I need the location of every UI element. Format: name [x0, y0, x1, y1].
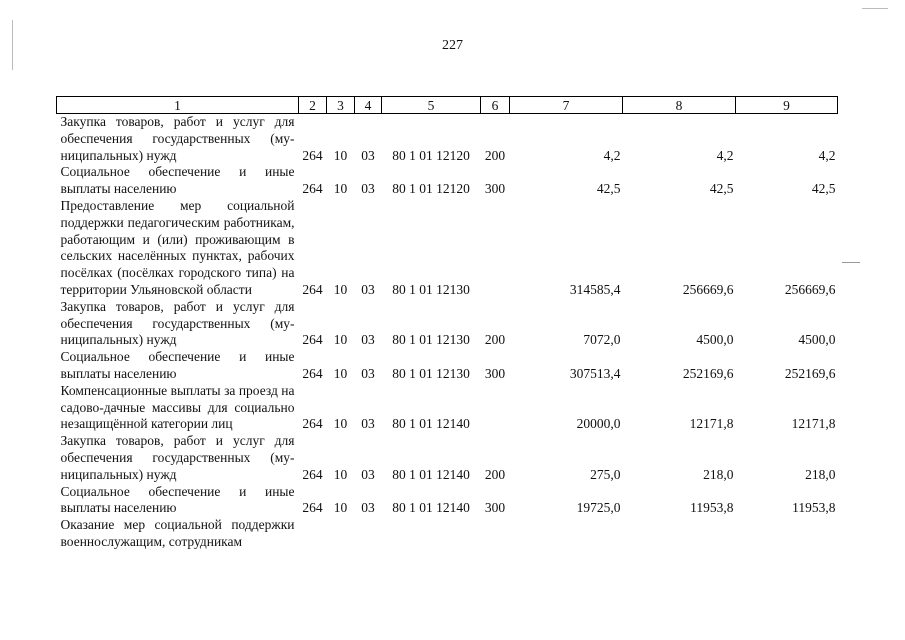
amount-year-2 — [623, 517, 736, 551]
subsection-code: 03 — [361, 281, 375, 297]
section-code: 10 — [333, 181, 348, 197]
subsection-code: 03 — [361, 181, 375, 197]
target-article: 80 1 01 12120 — [392, 181, 470, 197]
expense-type: 200 — [484, 332, 506, 348]
amount-year-3: 4500,0 — [798, 332, 836, 348]
expense-type: 200 — [484, 466, 506, 482]
column-header: 9 — [736, 97, 838, 114]
table-row — [57, 349, 838, 383]
expense-type: 300 — [484, 365, 506, 381]
amount-year-2: 42,5 — [709, 181, 734, 197]
expense-type: 300 — [484, 181, 506, 197]
target-article — [382, 517, 481, 551]
section-code: 10 — [333, 365, 348, 381]
column-header: 3 — [327, 97, 355, 114]
table-row — [57, 114, 838, 165]
table-row — [57, 383, 838, 433]
row-description: Социальное обеспечение и иные выплаты населению — [60, 164, 295, 197]
target-article: 80 1 01 12130 — [392, 332, 470, 348]
column-header: 4 — [355, 97, 382, 114]
admin-code: 264 — [302, 466, 323, 482]
row-description: Закупка товаров, работ и услуг для обеспечения государственных (муниципальных) нужд — [60, 433, 295, 482]
amount-year-2: 256669,6 — [682, 281, 734, 297]
target-article: 80 1 01 12120 — [392, 147, 470, 163]
amount-year-3: 12171,8 — [791, 416, 836, 432]
table-body — [57, 114, 838, 551]
table-row — [57, 198, 838, 299]
target-article: 80 1 01 12140 — [392, 416, 470, 432]
table-row — [57, 484, 838, 518]
expense-type — [481, 517, 510, 551]
amount-year-1: 20000,0 — [576, 416, 621, 432]
amount-year-3: 218,0 — [805, 466, 836, 482]
amount-year-1: 307513,4 — [569, 365, 621, 381]
column-header: 5 — [382, 97, 481, 114]
row-description: Закупка товаров, работ и услуг для обеспечения государственных (муниципальных) нужд — [60, 114, 295, 163]
amount-year-1: 275,0 — [590, 466, 621, 482]
row-description: Компенсационные выплаты за проезд на садово-дачные массивы для социально незащищённой категории лиц — [60, 382, 295, 432]
expense-type — [481, 383, 510, 433]
page-number: 227 — [442, 38, 463, 53]
admin-code: 264 — [302, 181, 323, 197]
target-article: 80 1 01 12140 — [392, 466, 470, 482]
scan-artifact — [862, 8, 888, 9]
amount-year-3: 252169,6 — [784, 365, 836, 381]
amount-year-1: 42,5 — [596, 181, 621, 197]
amount-year-3: 4,2 — [818, 147, 836, 163]
column-header: 1 — [57, 97, 299, 114]
admin-code: 264 — [302, 416, 323, 432]
amount-year-2: 4500,0 — [696, 332, 734, 348]
column-header: 8 — [623, 97, 736, 114]
expense-type: 300 — [484, 500, 506, 516]
admin-code: 264 — [302, 281, 323, 297]
amount-year-1: 7072,0 — [583, 332, 621, 348]
subsection-code — [355, 517, 382, 551]
amount-year-1: 314585,4 — [569, 281, 621, 297]
table-row — [57, 433, 838, 483]
admin-code: 264 — [302, 147, 323, 163]
amount-year-1: 19725,0 — [576, 500, 621, 516]
subsection-code: 03 — [361, 466, 375, 482]
admin-code: 264 — [302, 500, 323, 516]
subsection-code: 03 — [361, 147, 375, 163]
column-header: 2 — [299, 97, 327, 114]
row-description: Социальное обеспечение и иные выплаты населению — [60, 349, 295, 381]
amount-year-2: 218,0 — [703, 466, 734, 482]
column-header: 7 — [510, 97, 623, 114]
amount-year-3: 11953,8 — [792, 500, 836, 516]
amount-year-2: 252169,6 — [682, 365, 734, 381]
section-code — [327, 517, 355, 551]
target-article: 80 1 01 12140 — [392, 500, 470, 516]
table-header-row — [57, 97, 838, 114]
scan-artifact — [842, 262, 860, 263]
subsection-code: 03 — [361, 332, 375, 348]
row-description: Оказание мер социальной поддержки военнослужащим, сотрудникам — [60, 517, 295, 549]
amount-year-2: 4,2 — [716, 147, 734, 163]
section-code: 10 — [333, 500, 348, 516]
row-description: Закупка товаров, работ и услуг для обеспечения государственных (муниципальных) нужд — [60, 298, 295, 348]
subsection-code: 03 — [361, 500, 375, 516]
section-code: 10 — [333, 332, 348, 348]
amount-year-1: 4,2 — [603, 147, 621, 163]
section-code: 10 — [333, 147, 348, 163]
target-article: 80 1 01 12130 — [392, 365, 470, 381]
section-code: 10 — [333, 416, 348, 432]
amount-year-3: 42,5 — [811, 181, 836, 197]
row-description: Предоставление мер социальной поддержки педагогическим работникам, работающим и (или) проживающим в сельских населённых пунктах, рабочих посёлках (посёлках городского типа) на территории Ульяновской области — [60, 197, 295, 297]
table-row — [57, 517, 838, 551]
section-code: 10 — [333, 466, 348, 482]
amount-year-3 — [736, 517, 838, 551]
admin-code: 264 — [302, 332, 323, 348]
amount-year-2: 11953,8 — [690, 500, 734, 516]
target-article: 80 1 01 12130 — [392, 281, 470, 297]
amount-year-3: 256669,6 — [784, 281, 836, 297]
table-row — [57, 164, 838, 198]
table-row — [57, 299, 838, 349]
scan-artifact — [12, 20, 13, 70]
subsection-code: 03 — [361, 416, 375, 432]
expense-type: 200 — [484, 147, 506, 163]
column-header: 6 — [481, 97, 510, 114]
section-code: 10 — [333, 281, 348, 297]
admin-code — [299, 517, 327, 551]
budget-table — [56, 96, 838, 551]
subsection-code: 03 — [361, 365, 375, 381]
row-description: Социальное обеспечение и иные выплаты населению — [60, 483, 295, 516]
amount-year-1 — [510, 517, 623, 551]
expense-type — [481, 198, 510, 299]
admin-code: 264 — [302, 365, 323, 381]
amount-year-2: 12171,8 — [689, 416, 734, 432]
